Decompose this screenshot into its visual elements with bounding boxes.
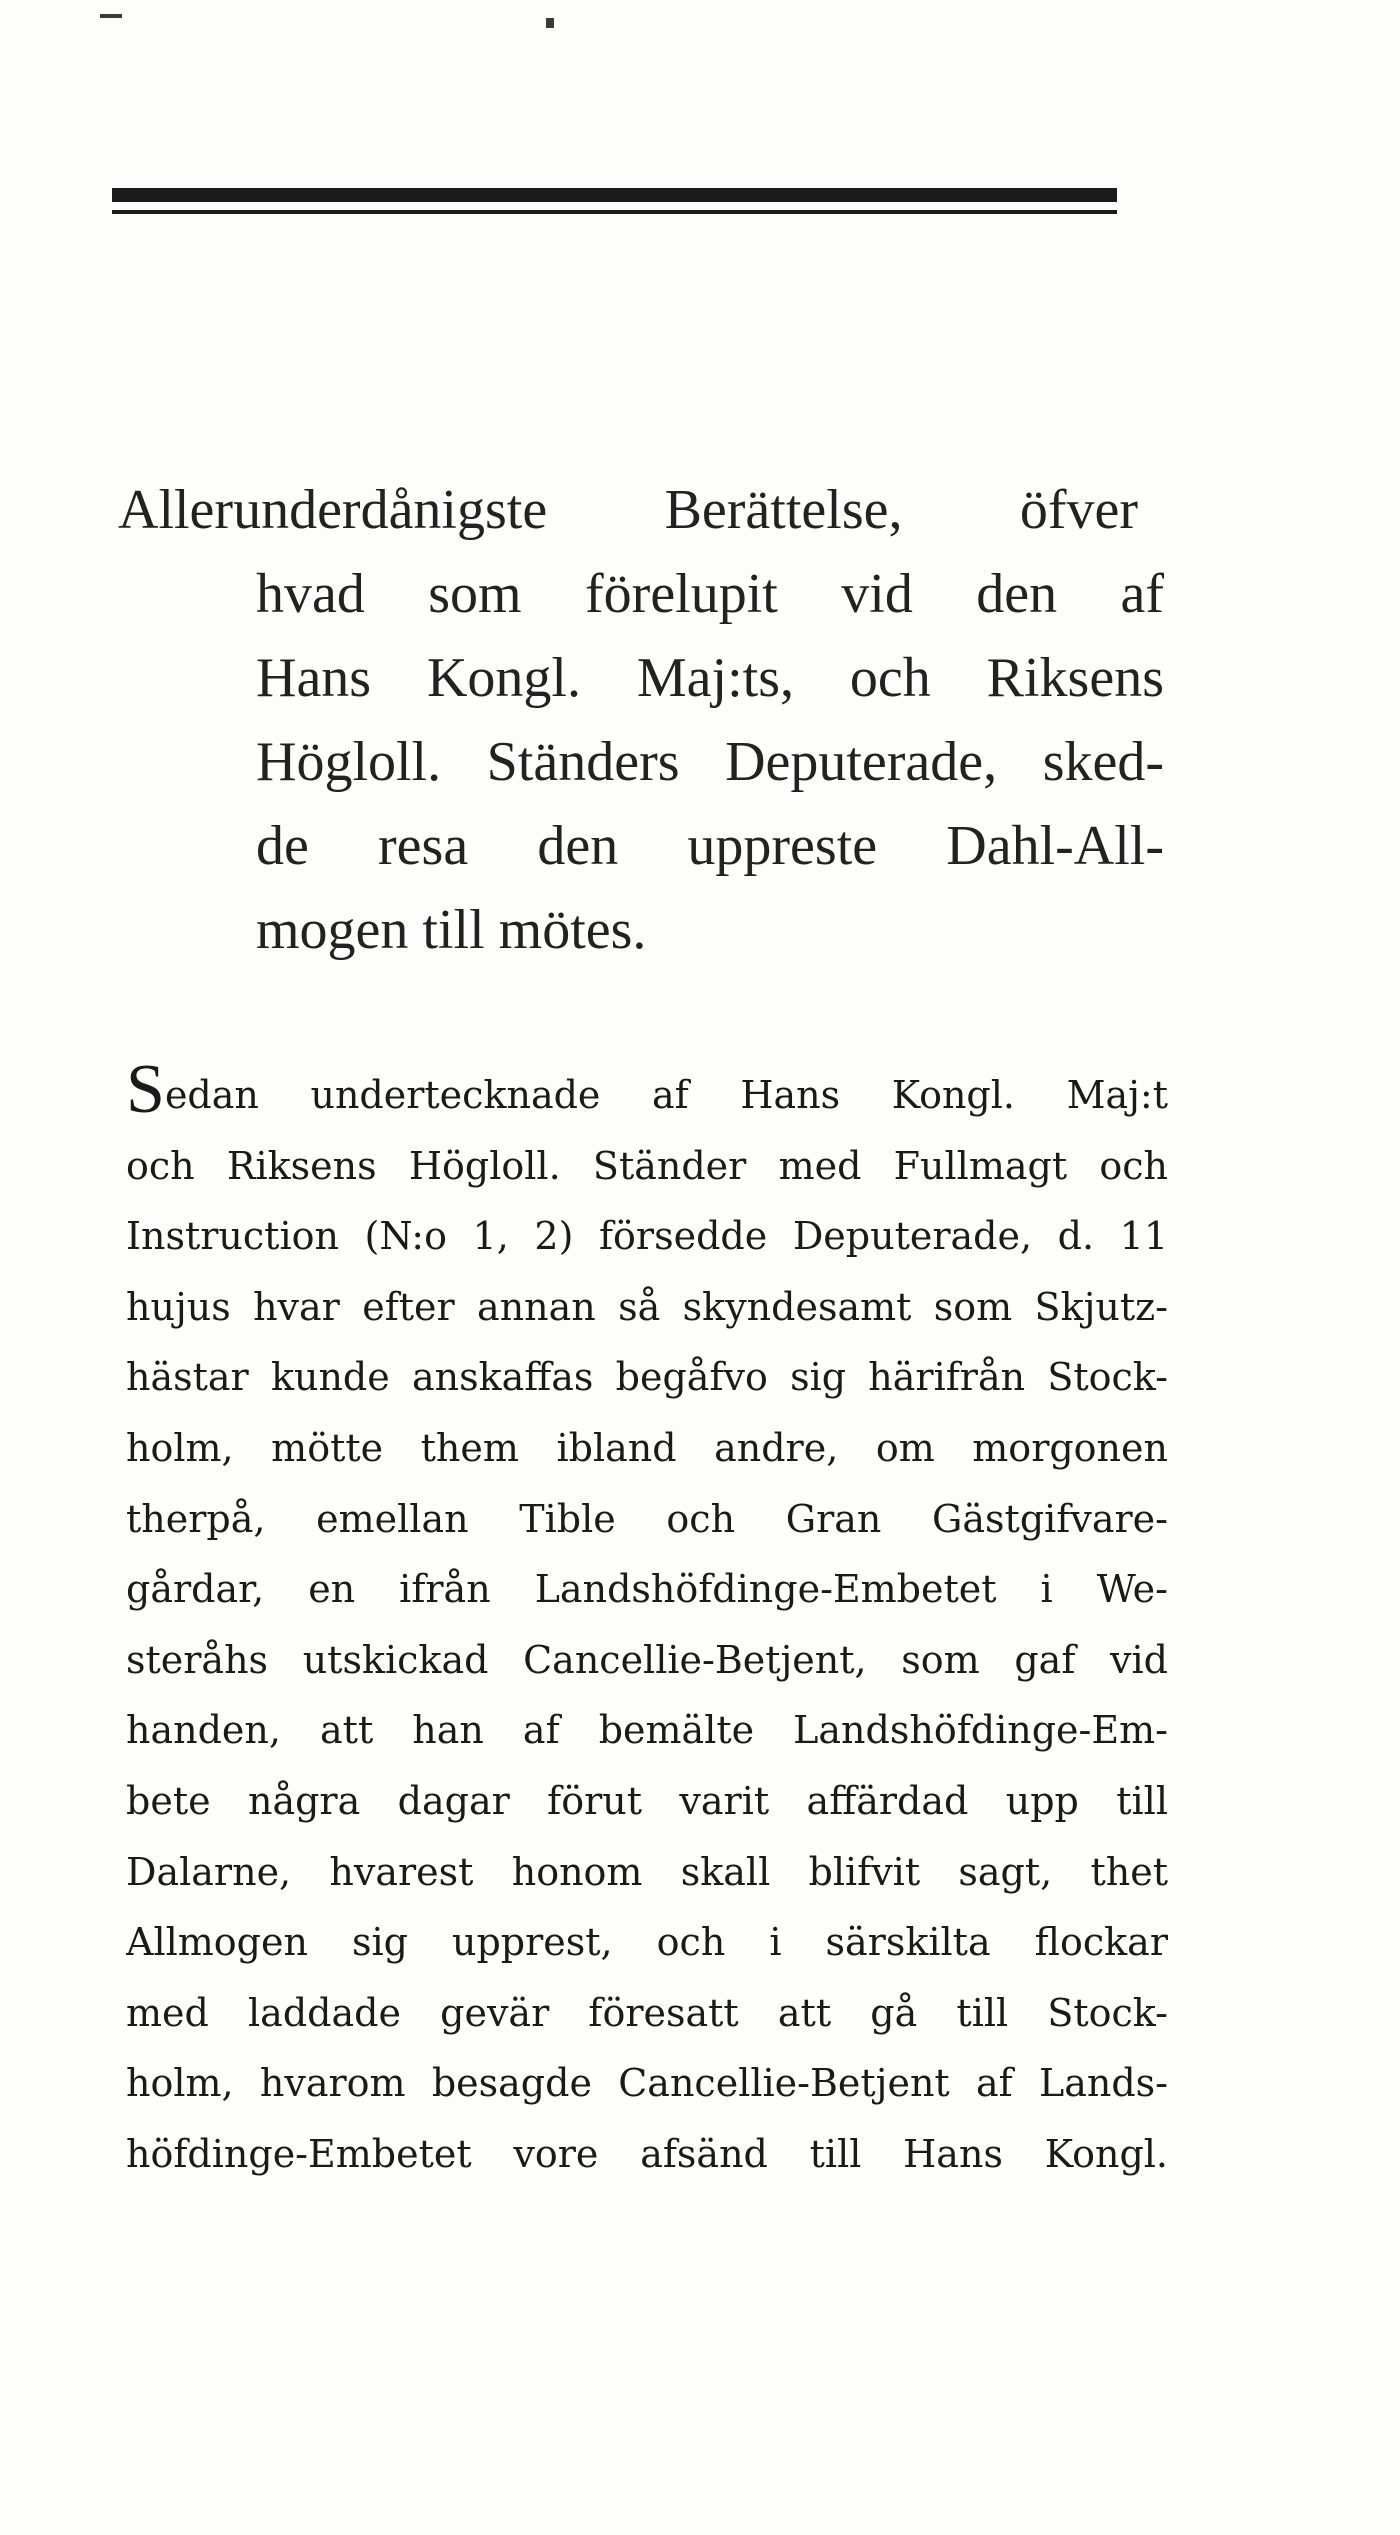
drop-cap: S (126, 1060, 165, 1128)
body-line: hujus hvar efter annan så skyndesamt som Skjutz- (126, 1284, 1168, 1329)
body-line-first (126, 1060, 1168, 1131)
section-heading (118, 468, 1190, 972)
body-line: med laddade gevär föresatt att gå till Stock- (126, 1990, 1168, 2035)
heading-line: mogen till mötes. (256, 899, 647, 961)
heading-line: hvad som förelupit vid den af (256, 563, 1164, 625)
body-line: therpå, emellan Tible och Gran Gästgifvare- (126, 1496, 1168, 1541)
heading-line: de resa den uppreste Dahl-All- (256, 815, 1164, 877)
heading-line: Allerunderdånigste Berättelse, öfver (118, 479, 1138, 541)
body-line: handen, att han af bemälte Landshöfdinge-Em- (126, 1708, 1168, 1753)
heading-line: Högloll. Ständers Deputerade, sked- (256, 731, 1164, 793)
body-line: Instruction (N:o 1, 2) försedde Deputerade, d. 11 (126, 1214, 1168, 1259)
body-line: bete några dagar förut varit affärdad upp till (126, 1778, 1168, 1823)
heading-line: Hans Kongl. Maj:ts, och Riksens (256, 647, 1164, 709)
body-line: Dalarne, hvarest honom skall blifvit sagt, thet (126, 1849, 1168, 1894)
body-line: Allmogen sig upprest, och i särskilta flockar (126, 1920, 1168, 1965)
body-line: hästar kunde anskaffas begåfvo sig härifrån Stock- (126, 1355, 1168, 1400)
ink-speck (100, 14, 122, 18)
body-line: holm, hvarom besagde Cancellie-Betjent af Lands- (126, 2061, 1168, 2106)
body-paragraph (126, 1060, 1168, 2190)
ink-speck (546, 18, 554, 28)
body-line: och Riksens Högloll. Ständer med Fullmagt och (126, 1143, 1168, 1188)
body-line-text: edan underteckn​ade af Hans Kongl. Maj:t (164, 1073, 1168, 1117)
header-rule-thick (112, 188, 1117, 202)
body-line: steråhs utskickad Cancellie-Betjent, som gaf vid (126, 1637, 1168, 1682)
body-line: holm, mötte them ibland andre, om morgonen (126, 1425, 1168, 1470)
header-rule-thin (112, 210, 1117, 214)
body-line: höfdinge-Embetet vore afsänd till Hans Kongl. (126, 2131, 1168, 2176)
body-line: gårdar, en ifrån Landshöfdinge-Embetet i We- (126, 1567, 1168, 1612)
